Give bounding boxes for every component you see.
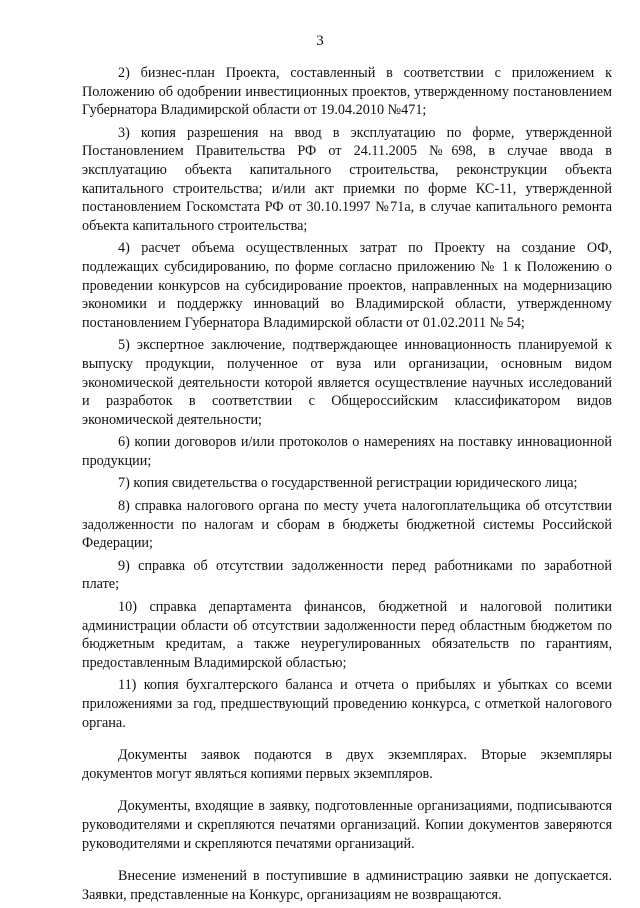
list-item-5: 5) экспертное заключение, подтверждающее инновационность планируемой к выпуску продукции, полученное от вуза или организации, основным видом экономической деятельности которой является осуществление научных исследований и разработок в соответствии с Общероссийским классификатором видов экономической деятельности;	[82, 337, 612, 428]
list-item-10: 10) справка департамента финансов, бюджетной и налоговой политики администрации области об отсутствии задолженности перед областным бюджетом по бюджетным кредитам, а также неурегулированных обязательств по гарантиям, предоставленным Владимирской областью;	[82, 599, 612, 671]
list-item-11: 11) копия бухгалтерского баланса и отчета о прибылях и убытках со всеми приложениями за год, предшествующий проведению конкурса, с отметкой налогового органа.	[82, 677, 612, 731]
paragraph-submission-copies: Документы заявок подаются в двух экземплярах. Вторые экземпляры документов могут являться копиями первых экземпляров.	[82, 747, 612, 782]
paragraph-signatures: Документы, входящие в заявку, подготовленные организациями, подписываются руководителями и скрепляются печатями организаций. Копии документов заверяются руководителями и скрепляются печатями организаций.	[82, 798, 612, 852]
list-item-3: 3) копия разрешения на ввод в эксплуатацию по форме, утвержденной Постановлением Правительства РФ от 24.11.2005 №698, в случае ввода в эксплуатацию объекта капитального строительства, реконструкции объекта капитального строительства; и/или акт приемки по форме КС-11, утвержденной постановлением Госкомстата РФ от 30.10.1997 №71а, в случае капитального ремонта объекта капитального строительства;	[82, 124, 612, 234]
list-item-6: 6) копии договоров и/или протоколов о намерениях на поставку инновационной продукции;	[82, 434, 612, 469]
list-item-9: 9) справка об отсутствии задолженности перед работниками по заработной плате;	[82, 557, 612, 593]
list-item-4: 4) расчет объема осуществленных затрат по Проекту на создание ОФ, подлежащих субсидированию, по форме согласно приложению № 1 к Положению о проведении конкурсов на субсидирование проектов, направленных на модернизацию экономики и поддержку инноваций во Владимирской области, утвержденному постановлением Губернатора Владимирской области от 01.02.2011 № 54;	[82, 240, 612, 331]
list-item-7: 7) копия свидетельства о государственной регистрации юридического лица;	[118, 475, 578, 492]
list-item-2: 2) бизнес-план Проекта, составленный в соответствии с приложением к Положению об одобрении инвестиционных проектов, утвержденному постановлением Губернатора Владимирской области от 19.04.2010 №471;	[82, 65, 612, 119]
list-item-8: 8) справка налогового органа по месту учета налогоплательщика об отсутствии задолженности по налогам и сборам в бюджеты бюджетной системы Российской Федерации;	[82, 498, 612, 552]
page-number: 3	[316, 33, 324, 49]
paragraph-no-changes: Внесение изменений в поступившие в администрацию заявки не допускается. Заявки, представленные на Конкурс, организациям не возвращаются.	[82, 868, 612, 903]
document-body	[82, 64, 612, 908]
